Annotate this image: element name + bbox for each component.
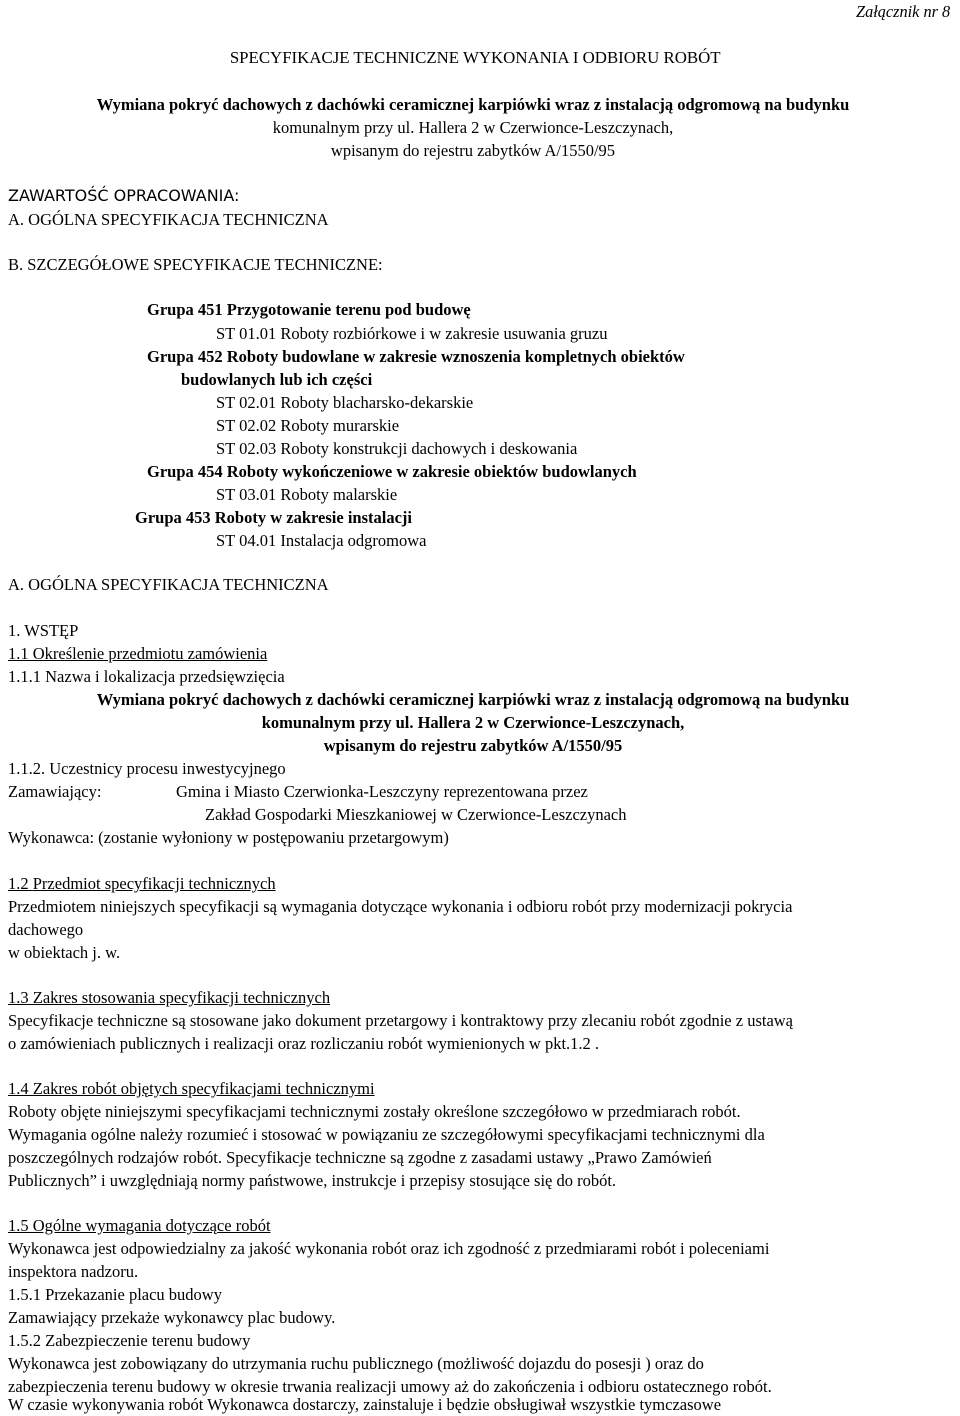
toc-st-0203: ST 02.03 Roboty konstrukcji dachowych i deskowania [216, 439, 578, 458]
section-1-5-2-text-line-3: W czasie wykonywania robót Wykonawca dostarczy, zainstaluje i będzie obsługiwał wszystkie tymczasowe [8, 1395, 722, 1414]
project-name-line-3: wpisanym do rejestru zabytków A/1550/95 [323, 736, 623, 755]
section-1-5-text-line-1: Wykonawca jest odpowiedzialny za jakość wykonania robót oraz ich zgodność z przedmiarami robót i poleceniami [8, 1239, 770, 1258]
subject-line-2: komunalnym przy ul. Hallera 2 w Czerwionce-Leszczynach, [272, 118, 674, 137]
section-1-1-heading: 1.1 Określenie przedmiotu zamówienia [8, 644, 268, 663]
section-1-2-text-line-1: Przedmiotem niniejszych specyfikacji są wymagania dotyczące wykonania i odbioru robót przy modernizacji pokrycia [8, 897, 793, 916]
employer-line-1: Gmina i Miasto Czerwionka-Leszczyny reprezentowana przez [176, 782, 588, 801]
contractor-line: Wykonawca: (zostanie wyłoniony w postępowaniu przetargowym) [8, 828, 449, 847]
document-title: SPECYFIKACJE TECHNICZNE WYKONANIA I ODBIORU ROBÓT [229, 48, 721, 67]
section-1-heading: 1. WSTĘP [8, 621, 79, 640]
section-1-5-2-text-line-1: Wykonawca jest zobowiązany do utrzymania ruchu publicznego (możliwość dojazdu do posesji ) oraz do [8, 1354, 704, 1373]
section-1-3-text-line-1: Specyfikacje techniczne są stosowane jako dokument przetargowy i kontraktowy przy zlecaniu robót zgodnie z ustawą [8, 1011, 794, 1030]
toc-part-a: A. OGÓLNA SPECYFIKACJA TECHNICZNA [8, 210, 329, 229]
section-1-4-text-line-4: Publicznych” i uwzględniają normy państwowe, instrukcje i przepisy stosujące się do robót. [8, 1171, 617, 1190]
subject-line-3: wpisanym do rejestru zabytków A/1550/95 [330, 141, 616, 160]
section-1-1-2-heading: 1.1.2. Uczestnicy procesu inwestycyjnego [8, 759, 286, 778]
toc-st-0202: ST 02.02 Roboty murarskie [216, 416, 400, 435]
section-a-heading: A. OGÓLNA SPECYFIKACJA TECHNICZNA [8, 575, 329, 594]
project-name-line-2: komunalnym przy ul. Hallera 2 w Czerwionce-Leszczynach, [261, 713, 685, 732]
section-1-4-text-line-3: poszczególnych rodzajów robót. Specyfikacje techniczne są zgodne z zasadami ustawy „Prawo Zamówień [8, 1148, 712, 1167]
section-1-1-1-heading: 1.1.1 Nazwa i lokalizacja przedsięwzięcia [8, 667, 285, 686]
section-1-5-2-heading: 1.5.2 Zabezpieczenie terenu budowy [8, 1331, 251, 1350]
section-1-4-text-line-2: Wymagania ogólne należy rozumieć i stosować w powiązaniu ze szczegółowymi specyfikacjami technicznymi dla [8, 1125, 765, 1144]
toc-st-0101: ST 01.01 Roboty rozbiórkowe i w zakresie usuwania gruzu [216, 324, 608, 343]
section-1-3-heading: 1.3 Zakres stosowania specyfikacji technicznych [8, 988, 331, 1007]
project-name-line-1: Wymiana pokryć dachowych z dachówki ceramicznej karpiówki wraz z instalacją odgromową na budynku [96, 690, 850, 709]
section-1-2-number: 1.2 [8, 874, 29, 893]
toc-st-0401: ST 04.01 Instalacja odgromowa [216, 531, 427, 550]
section-1-4-heading: 1.4 Zakres robót objętych specyfikacjami technicznymi [8, 1079, 375, 1098]
section-1-5-2-text-line-2: zabezpieczenia terenu budowy w okresie trwania realizacji umowy aż do zakończenia i odbioru ostatecznego robót. [8, 1377, 772, 1396]
toc-group-451: Grupa 451 Przygotowanie terenu pod budowę [147, 300, 471, 319]
section-1-2-text-line-3: w obiektach j. w. [8, 943, 121, 962]
toc-heading: ZAWARTOŚĆ OPRACOWANIA: [8, 186, 240, 205]
section-1-5-1-text: Zamawiający przekaże wykonawcy plac budowy. [8, 1308, 336, 1327]
section-1-5-1-heading: 1.5.1 Przekazanie placu budowy [8, 1285, 222, 1304]
subject-line-1: Wymiana pokryć dachowych z dachówki ceramicznej karpiówki wraz z instalacją odgromową na budynku [96, 95, 850, 114]
section-1-2-title: Przedmiot specyfikacji technicznych [32, 874, 276, 893]
toc-st-0301: ST 03.01 Roboty malarskie [216, 485, 398, 504]
employer-line-2: Zakład Gospodarki Mieszkaniowej w Czerwionce-Leszczynach [205, 805, 627, 824]
section-1-5-heading: 1.5 Ogólne wymagania dotyczące robót [8, 1216, 271, 1235]
toc-group-453: Grupa 453 Roboty w zakresie instalacji [135, 508, 412, 527]
toc-st-0201: ST 02.01 Roboty blacharsko-dekarskie [216, 393, 474, 412]
toc-part-b: B. SZCZEGÓŁOWE SPECYFIKACJE TECHNICZNE: [8, 255, 383, 274]
employer-label: Zamawiający: [8, 782, 102, 801]
toc-group-454: Grupa 454 Roboty wykończeniowe w zakresie obiektów budowlanych [147, 462, 637, 481]
section-1-3-text-line-2: o zamówieniach publicznych i realizacji oraz rozliczaniu robót wymienionych w pkt.1.2 . [8, 1034, 600, 1053]
toc-group-452-line2: budowlanych lub ich części [181, 370, 373, 389]
section-1-2-heading [8, 872, 276, 895]
annex-number: Załącznik nr 8 [855, 2, 950, 21]
section-1-4-text-line-1: Roboty objęte niniejszymi specyfikacjami technicznymi zostały określone szczegółowo w przedmiarach robót. [8, 1102, 741, 1121]
section-1-5-text-line-2: inspektora nadzoru. [8, 1262, 139, 1281]
toc-group-452-line1: Grupa 452 Roboty budowlane w zakresie wznoszenia kompletnych obiektów [147, 347, 685, 366]
section-1-2-text-line-2: dachowego [8, 920, 84, 939]
